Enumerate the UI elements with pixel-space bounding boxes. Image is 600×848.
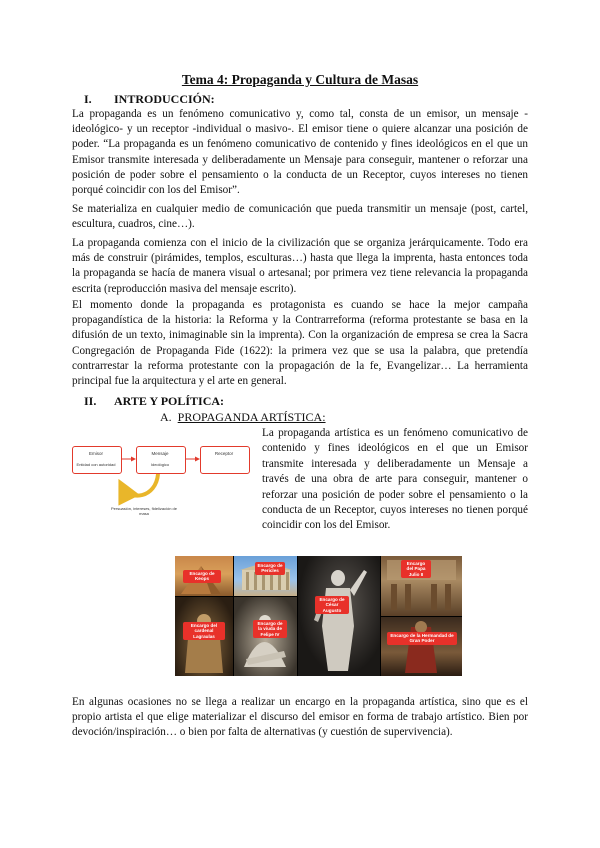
propaganda-artistica-definition: La propaganda artística es un fenómeno comunicativo de contenido y fines ideológicos en el que un Emisor transmite interesada y deliberadamente un Mensaje a través de una obra de arte para conseguir, mantener o reforzar una posición de poder sobre el pensamiento o la conducta de un Receptor, cuyos intereses no tienen porqué coincidir con los del Emisor. bbox=[262, 427, 528, 532]
tag-gran-poder: Encargo de la Hermandad de Gran Poder bbox=[387, 632, 457, 645]
section-heading-introduccion bbox=[84, 92, 215, 107]
intro-paragraph-4: El momento donde la propaganda es protagonista es cuando se hace la mejor campaña propagandística de la historia: la Reforma y la Contrarreforma (reforma protestante se basa en la difusión de un texto, inimaginable sin la imprenta). Con la organización de empresa se crea la Sacra Congregación de Propaganda Fide (1622): la primera vez que se usa la palabra, que pretendía contrarrestar la reforma protestante con la propagación de la fe, Evangelizar… La herramienta principal fue la arquitectura y el arte en general. bbox=[72, 299, 528, 388]
section-number: I. bbox=[84, 92, 92, 106]
subsection-number: A. bbox=[160, 410, 172, 424]
document-title: Tema 4: Propaganda y Cultura de Masas bbox=[181, 72, 419, 87]
section-heading-arte-politica bbox=[84, 394, 224, 409]
tag-viuda-felipe-iv: Encargo de la viuda de Felipe IV bbox=[253, 620, 287, 638]
diagram-label-emisor: Emisor bbox=[88, 451, 103, 456]
intro-paragraph-1: La propaganda es un fenómeno comunicativo y, como tal, consta de un emisor, un mensaje -ideológico- y un receptor -individual o masivo-. El emisor tiene o quiere alcanzar una posición de poder. “La propaganda es un fenómeno comunicativo de contenido y fines ideológicos en el que un Emisor transmite interesada y deliberadamente un Mensaje para conseguir, mantener o reforzar una posición de poder sobre el pensamiento o la conducta de un Receptor, cuyos intereses no tienen porqué coincidir con los del Emisor”. bbox=[72, 108, 528, 197]
section-label: ARTE Y POLÍTICA: bbox=[114, 394, 225, 408]
augustus-statue-image bbox=[298, 556, 380, 676]
communication-diagram bbox=[70, 440, 250, 526]
subsection-label: PROPAGANDA ARTÍSTICA: bbox=[177, 410, 326, 424]
section-label: INTRODUCCIÓN: bbox=[114, 92, 215, 106]
diagram-label-receptor: Receptor bbox=[214, 451, 234, 456]
diagram-sub-emisor: Entidad con autoridad bbox=[76, 462, 116, 467]
diagram-loop-label: Persuasión, intereses, fidelización de masa bbox=[110, 506, 178, 516]
feedback-loop-arrow bbox=[122, 474, 158, 496]
tag-cardenal: Encargo del cardenal Lagraulas bbox=[183, 622, 225, 640]
closing-paragraph: En algunas ocasiones no se llega a realizar un encargo en la propaganda artística, sino que es el propio artista el que elige materializar el discurso del emisor en forma de trabajo artístico. Bien por devoción/inspiración… o bien por falta de alternativas (y cuestión de supervivencia). bbox=[72, 696, 528, 739]
tag-keops: Encargo de Keops bbox=[183, 570, 221, 583]
tag-pericles: Encargo de Pericles bbox=[255, 562, 285, 575]
section-number: II. bbox=[84, 394, 97, 408]
gran-poder-image bbox=[381, 617, 462, 676]
tag-cesar-augusto: Encargo de César Augusto bbox=[315, 596, 349, 614]
tag-julio-ii: Encargo del Papa Julio II bbox=[401, 560, 431, 578]
diagram-sub-mensaje: Ideológico bbox=[150, 462, 170, 467]
intro-paragraph-3: La propaganda comienza con el inicio de la civilización que se organiza jerárquicamente. Todo era más de construir (pirámides, templos, esculturas…) hasta que llega la imprenta, hasta entonces toda la propaganda se hacía de manera visual o artesanal; por primera vez tiene relevancia la propaganda escrita (reproducción masiva del mensaje escrito). bbox=[72, 237, 528, 295]
art-commissions-collage bbox=[175, 556, 462, 676]
intro-paragraph-2: Se materializa en cualquier medio de comunicación que pueda transmitir un mensaje (post, cartel, escultura, cuadros, cine…). bbox=[72, 203, 528, 231]
diagram-label-mensaje: Mensaje bbox=[151, 451, 169, 456]
subsection-heading-propaganda-artistica bbox=[160, 410, 326, 425]
